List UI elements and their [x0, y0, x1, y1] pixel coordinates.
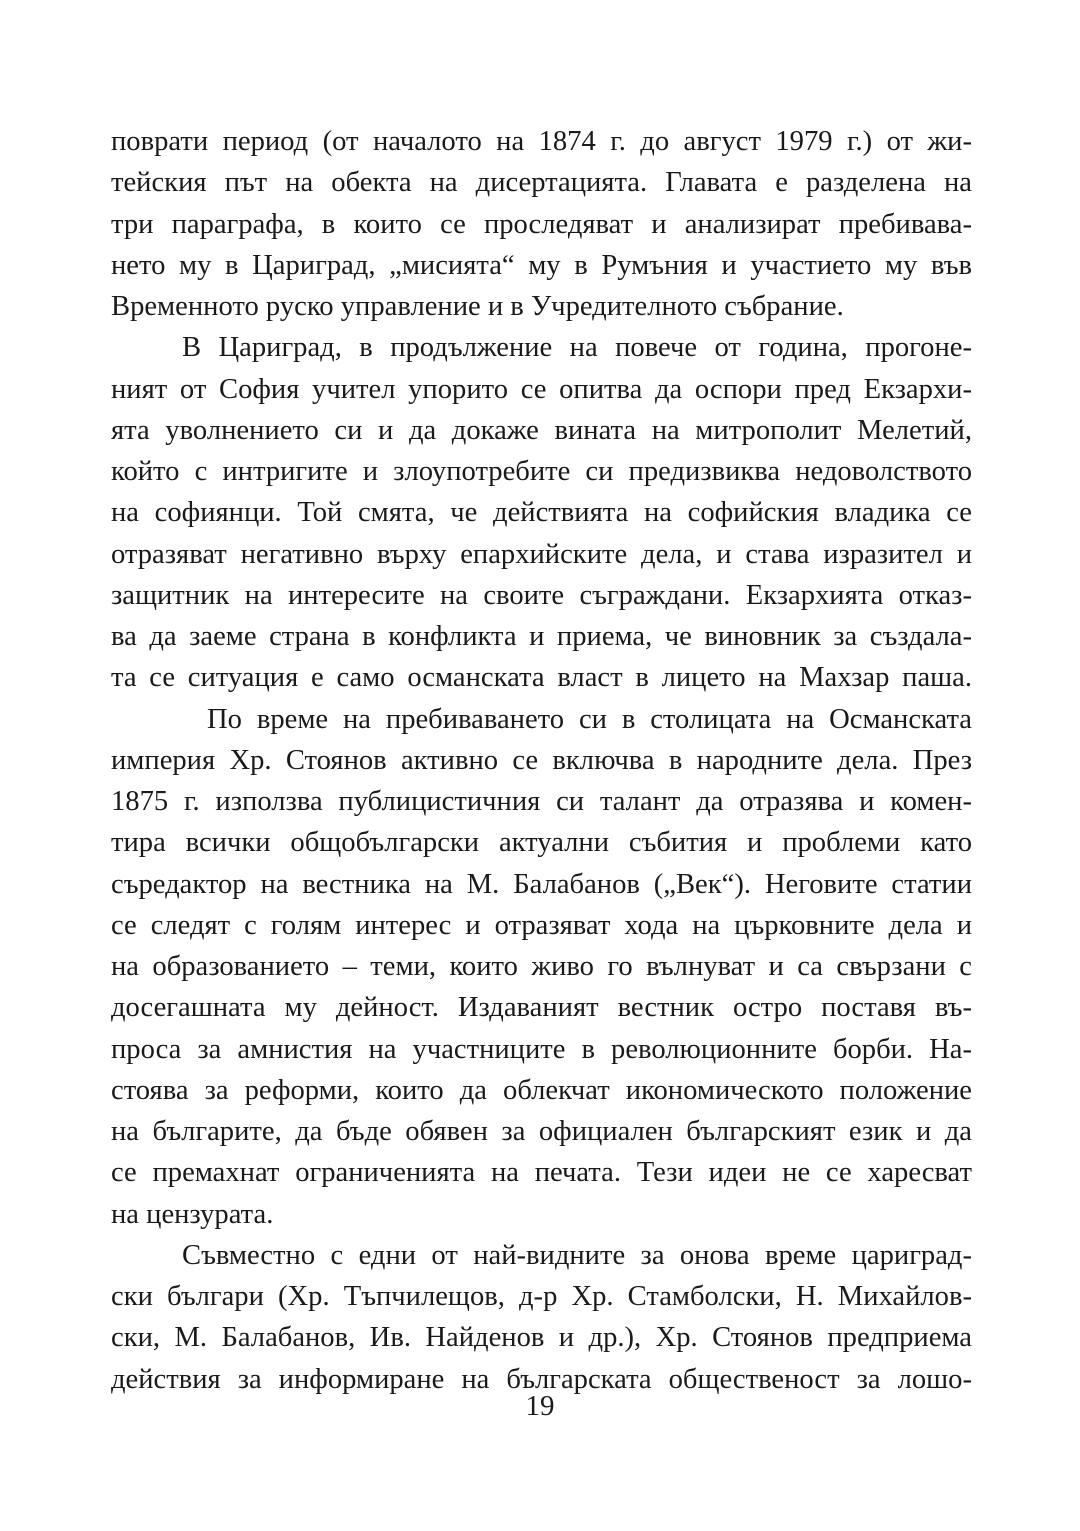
text-line: 1875 г. използва публицистичния си талант да отразява и комен-	[111, 786, 972, 817]
paragraph-4	[111, 1235, 972, 1400]
text-line: ски, М. Балабанов, Ив. Найденов и др.), Хр. Стоянов предприема	[111, 1322, 972, 1354]
text-line: се следят с голям интерес и отразяват хода на църковните дела и	[111, 909, 972, 941]
page-number: 19	[525, 1390, 555, 1422]
text-line: Временното руско управление и в Учредителното събрание.	[111, 291, 844, 322]
paragraph-2	[111, 327, 972, 698]
text-line: ски българи (Хр. Тъпчилещов, д-р Хр. Стамболски, Н. Михайлов-	[111, 1281, 972, 1312]
text-line: отразяват негативно върху епархийските дела, и става изразител и	[111, 538, 972, 570]
text-line: три параграфа, в които се проследяват и анализират пребивава-	[111, 208, 972, 240]
text-line: та се ситуация е само османската власт в лицето на Махзар паша.	[111, 662, 972, 694]
text-line: на българите, да бъде обявен за официален българският език и да	[111, 1116, 972, 1147]
text-line: тейския път на обекта на дисертацията. Главата е разделена на	[111, 167, 972, 199]
text-line: По време на пребиваването си в столицата на Османската	[207, 703, 972, 735]
text-line: тира всички общобългарски актуални събития и проблеми като	[111, 827, 972, 859]
text-line: защитник на интересите на своите съграждани. Екзархията отказ-	[111, 579, 972, 611]
text-line: се премахнат ограниченията на печата. Тези идеи не се харесват	[111, 1157, 972, 1189]
text-line: на софиянци. Той смята, че действията на софийския владика се	[111, 497, 972, 529]
text-line: проса за амнистия на участниците в революционните борби. На-	[111, 1033, 972, 1065]
text-line: който с интригите и злоупотребите си предизвиква недоволството	[111, 456, 972, 487]
text-line: ният от София учител упорито се опитва да оспори пред Екзархи-	[111, 373, 972, 405]
text-line: поврати период (от началото на 1874 г. до август 1979 г.) от жи-	[111, 126, 972, 157]
text-line: В Цариград, в продължение на повече от година, прогоне-	[182, 332, 972, 364]
text-line: досегашната му дейност. Издаваният вестник остро поставя въ-	[111, 992, 972, 1024]
text-line: империя Хр. Стоянов активно се включва в народните дела. През	[111, 744, 972, 776]
text-line: ва да заеме страна в конфликта и приема, че виновник за създала-	[111, 621, 972, 652]
text-line: на образованието – теми, които живо го вълнуват и са свързани с	[111, 951, 972, 982]
text-line: на цензурата.	[111, 1198, 274, 1230]
paragraph-1	[111, 121, 972, 327]
body-text	[111, 121, 972, 1400]
text-line: Съвместно с едни от най-видните за онова време цариград-	[182, 1239, 972, 1271]
paragraph-3	[111, 699, 972, 1235]
text-line: стоява за реформи, които да облекчат икономическото положение	[111, 1074, 972, 1106]
text-line: съредактор на вестника на М. Балабанов („Век“). Неговите статии	[111, 868, 972, 900]
text-line: ята уволнението си и да докаже вината на митрополит Мелетий,	[111, 414, 972, 446]
text-line: действия за информиране на българската общественост за лошо-	[111, 1363, 972, 1395]
text-line: нето му в Цариград, „мисията“ му в Румъния и участието му във	[111, 249, 972, 281]
